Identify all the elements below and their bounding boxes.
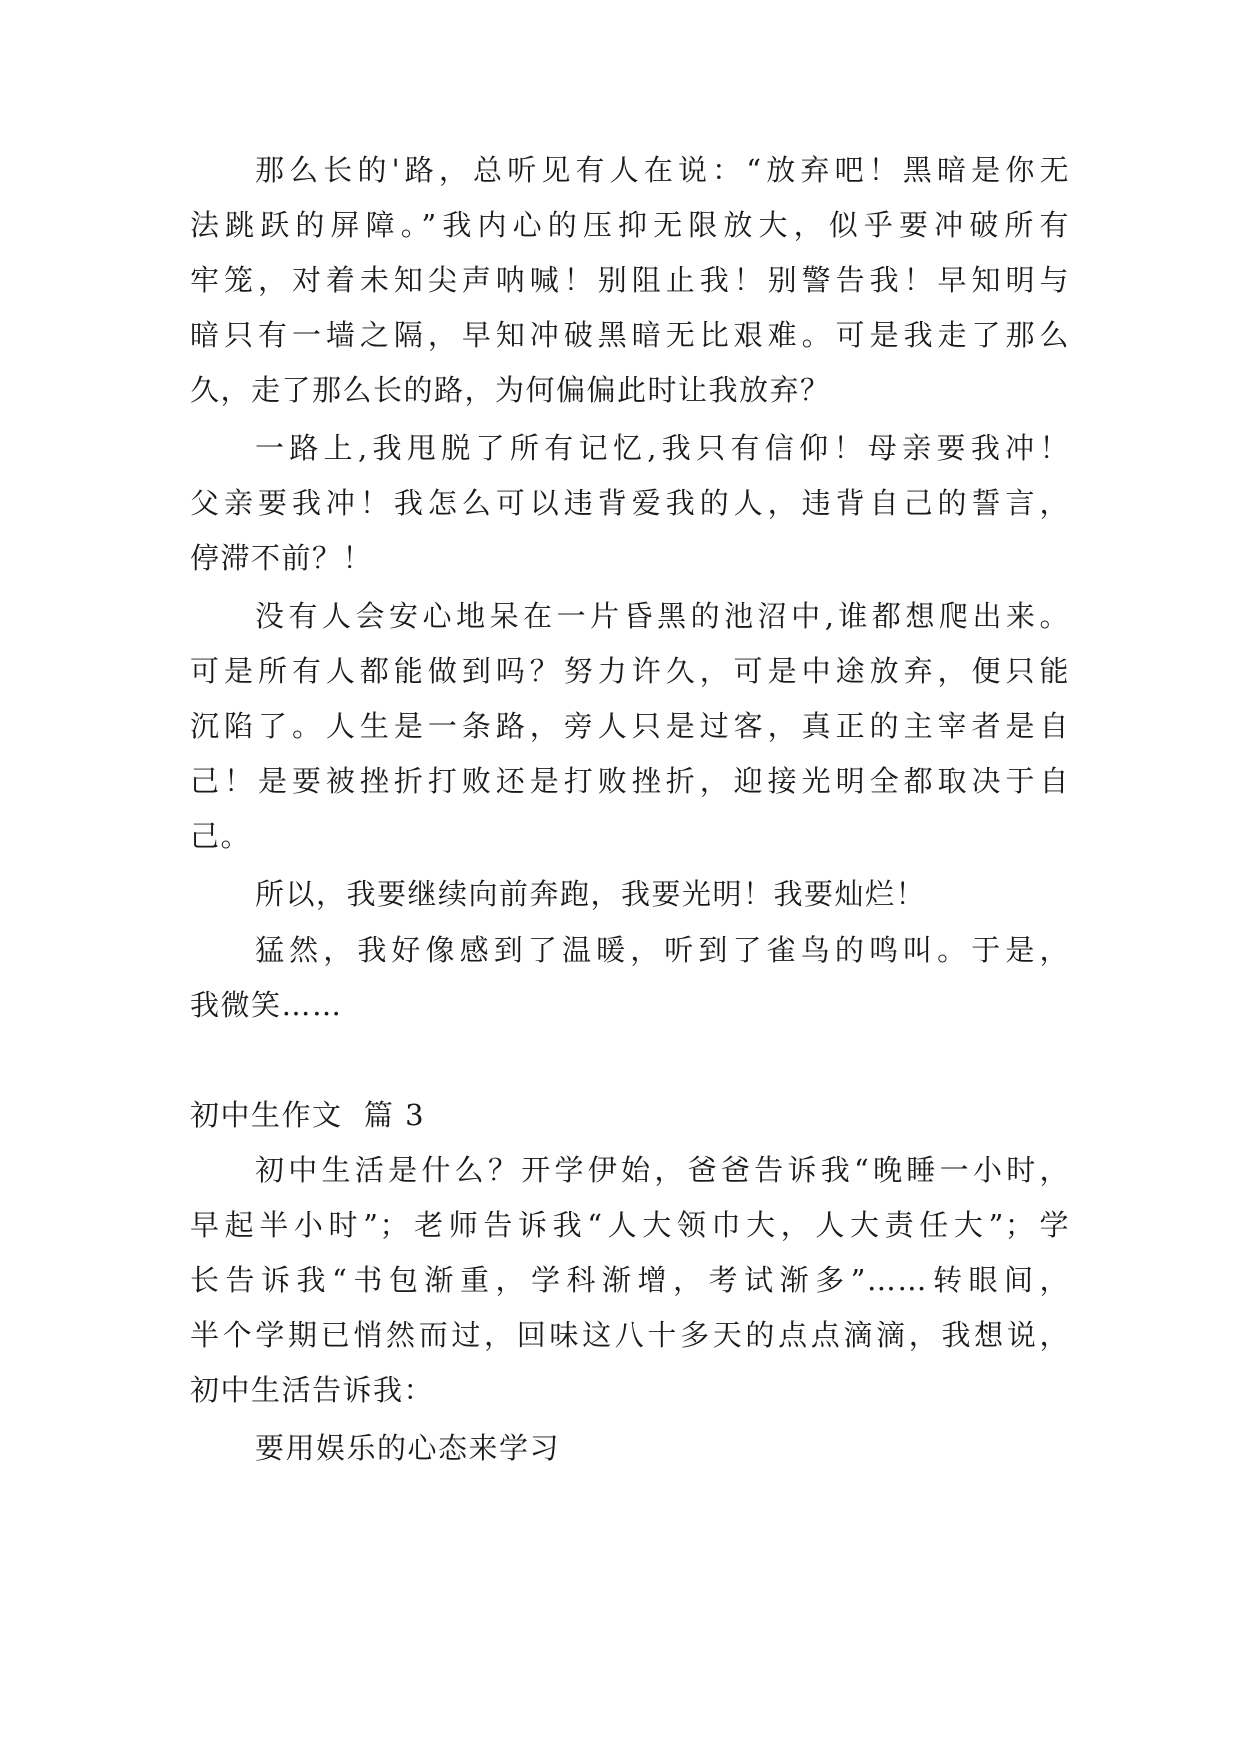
paragraph-1-line-2: 法跳跃的屏障。”我内心的压抑无限放大，似乎要冲破所有: [190, 208, 1070, 242]
paragraph-5-line-2: 我微笑……: [190, 988, 343, 1022]
section-paragraph-1-line-4: 半个学期已悄然而过，回味这八十多天的点点滴滴，我想说，: [190, 1318, 1070, 1352]
section-paragraph-1-line-3: 长告诉我“书包渐重，学科渐增，考试渐多”……转眼间，: [190, 1263, 1070, 1297]
paragraph-3-line-2: 可是所有人都能做到吗？努力许久，可是中途放弃，便只能: [190, 654, 1070, 688]
paragraph-1-line-3: 牢笼，对着未知尖声呐喊！别阻止我！别警告我！早知明与: [190, 263, 1070, 297]
paragraph-3-line-5: 己。: [190, 819, 252, 853]
paragraph-1-line-4: 暗只有一墙之隔，早知冲破黑暗无比艰难。可是我走了那么: [190, 318, 1070, 352]
paragraph-1-line-5: 久，走了那么长的路，为何偏偏此时让我放弃？: [190, 373, 831, 407]
paragraph-3-line-3: 沉陷了。人生是一条路，旁人只是过客，真正的主宰者是自: [190, 709, 1070, 743]
section-heading: 初中生作文 篇 3: [190, 1098, 426, 1132]
paragraph-2-line-1: 一路上,我甩脱了所有记忆,我只有信仰！母亲要我冲！: [255, 431, 1070, 465]
paragraph-3-line-4: 己！是要被挫折打败还是打败挫折，迎接光明全都取决于自: [190, 764, 1070, 798]
paragraph-3-line-1: 没有人会安心地呆在一片昏黑的池沼中,谁都想爬出来。: [255, 599, 1070, 633]
paragraph-4-line-1: 所以，我要继续向前奔跑，我要光明！我要灿烂！: [255, 877, 927, 911]
paragraph-5-line-1: 猛然，我好像感到了温暖，听到了雀鸟的鸣叫。于是，: [255, 933, 1070, 967]
paragraph-1-line-1: 那么长的'路，总听见有人在说：“放弃吧！黑暗是你无: [255, 153, 1070, 187]
section-paragraph-1-line-1: 初中生活是什么？开学伊始，爸爸告诉我“晚睡一小时，: [255, 1153, 1070, 1187]
section-paragraph-2-line-1: 要用娱乐的心态来学习: [255, 1431, 561, 1465]
paragraph-2-line-3: 停滞不前？！: [190, 541, 374, 575]
section-paragraph-1-line-5: 初中生活告诉我：: [190, 1373, 435, 1407]
paragraph-2-line-2: 父亲要我冲！我怎么可以违背爱我的人，违背自己的誓言，: [190, 486, 1070, 520]
section-paragraph-1-line-2: 早起半小时”；老师告诉我“人大领巾大，人大责任大”；学: [190, 1208, 1070, 1242]
